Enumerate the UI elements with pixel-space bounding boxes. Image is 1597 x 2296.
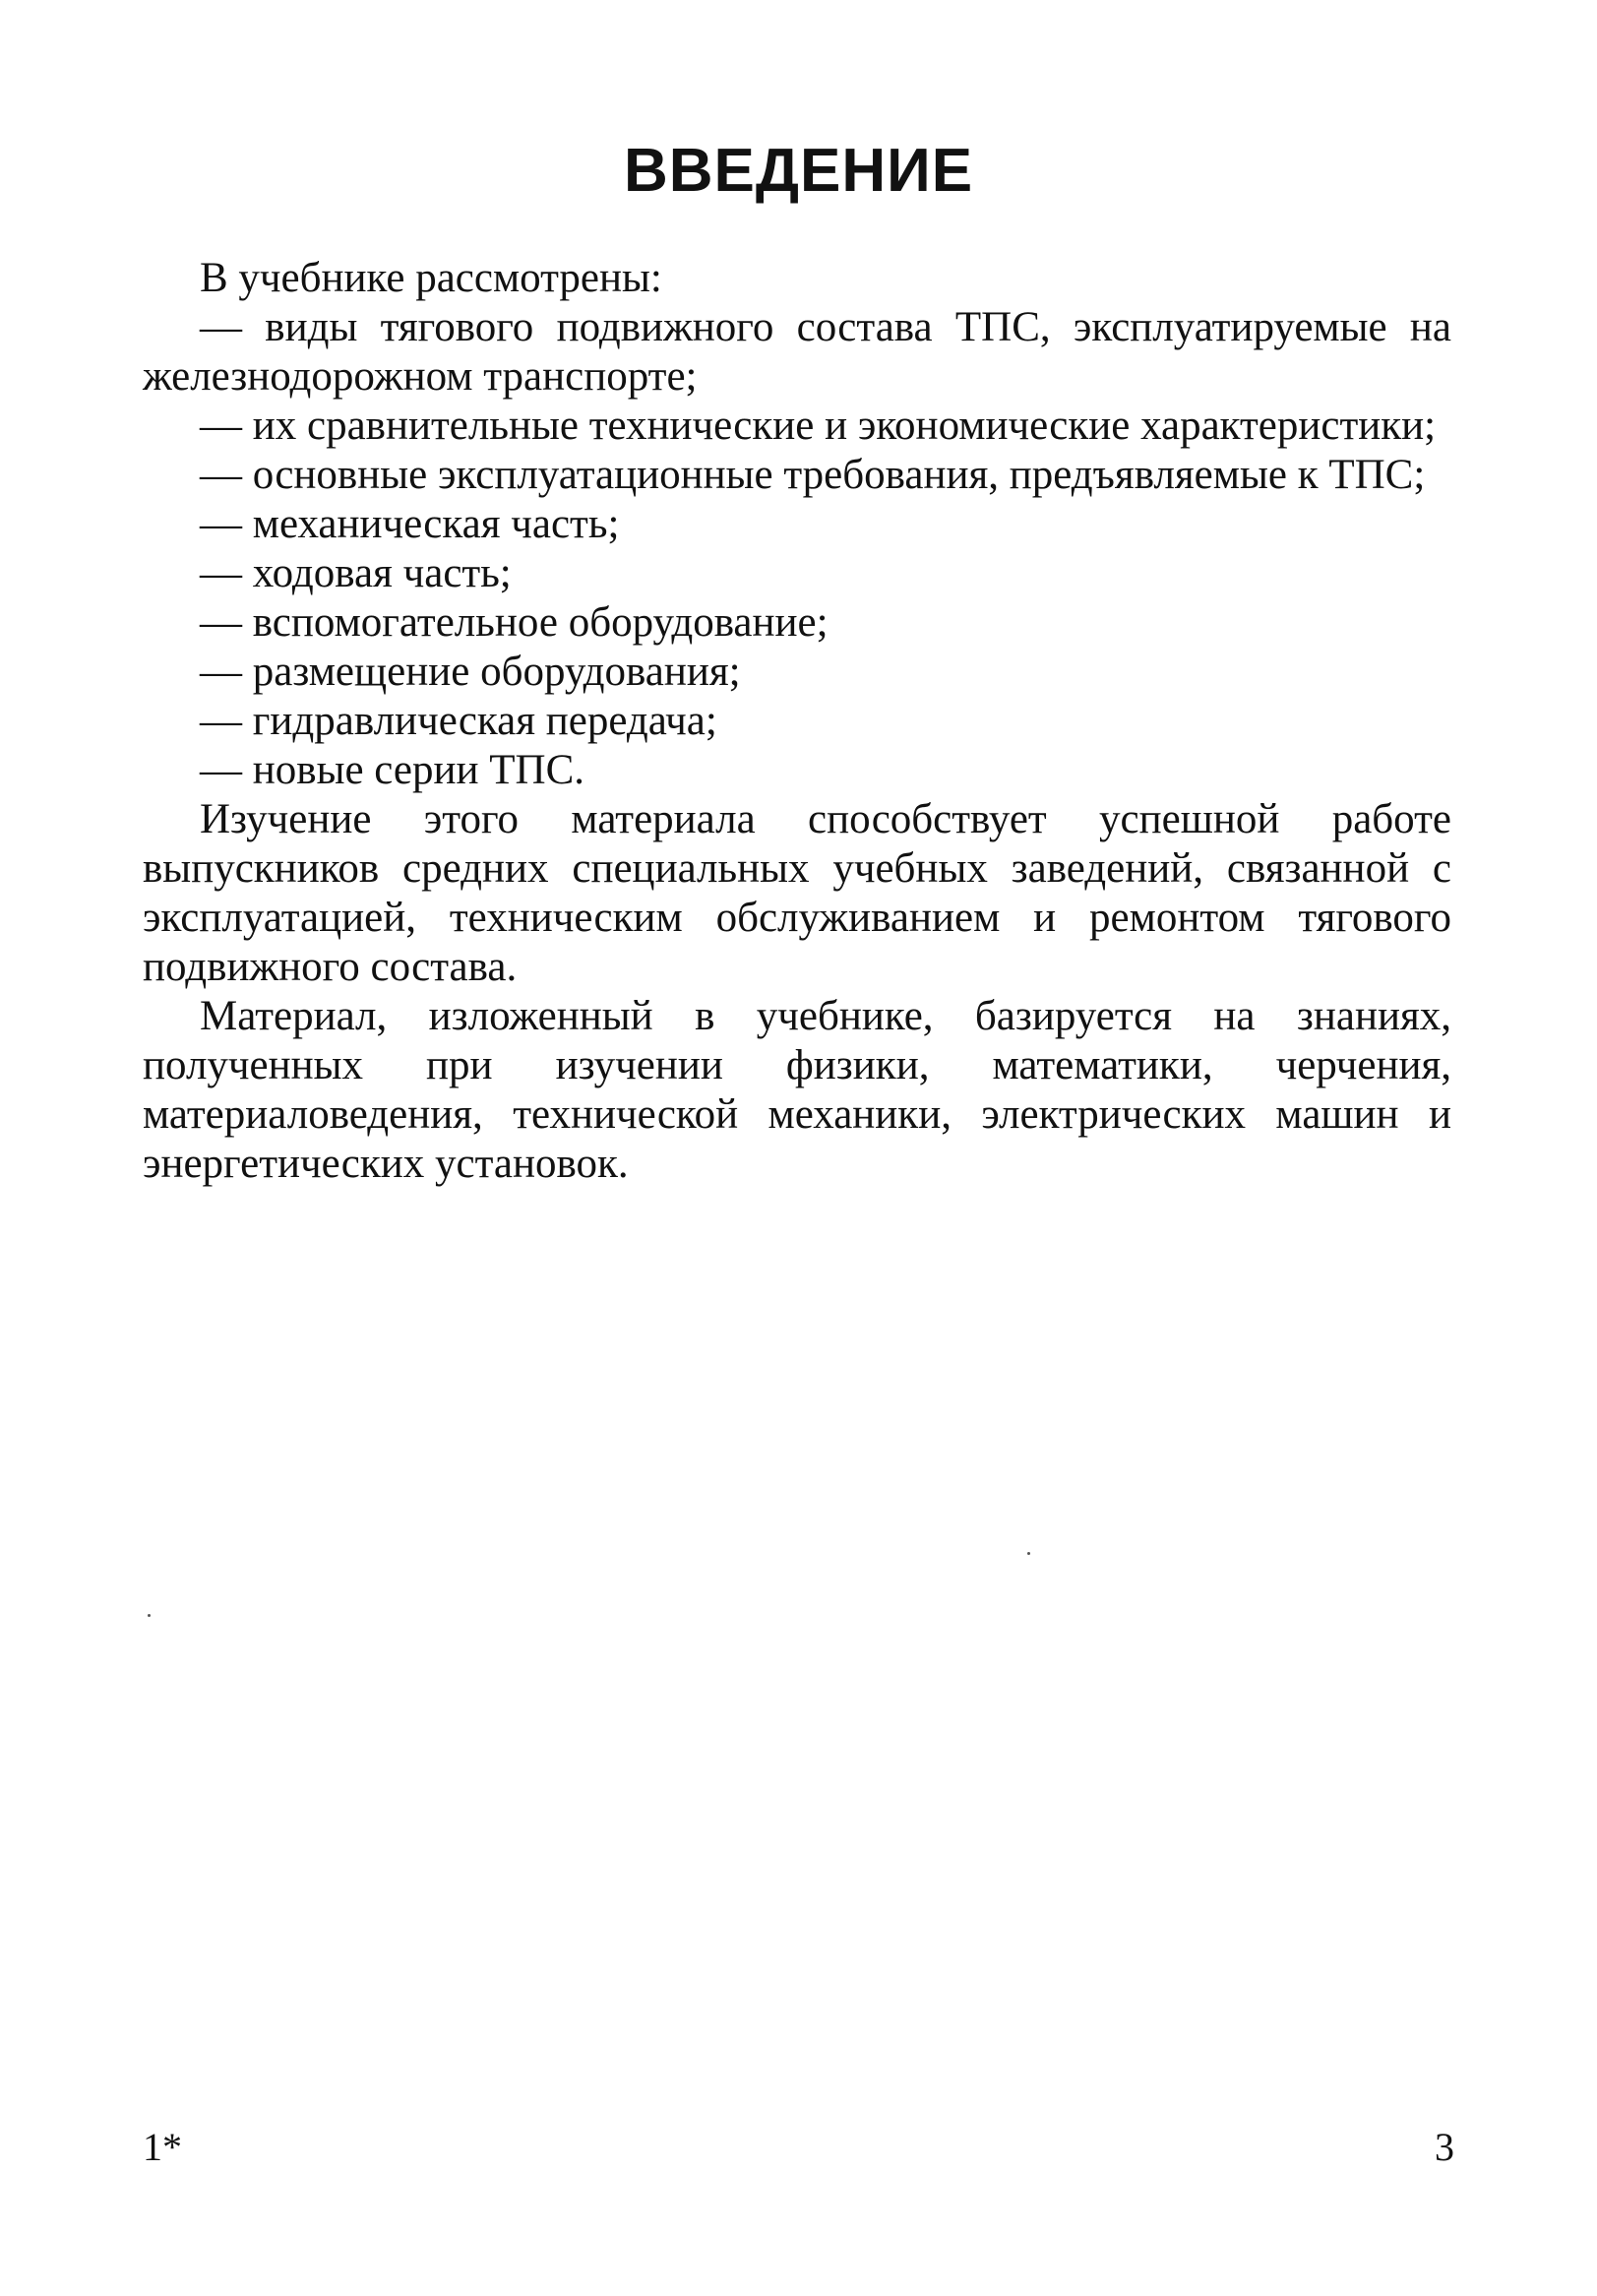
page-title: ВВЕДЕНИЕ xyxy=(623,137,974,205)
signature-mark: 1* xyxy=(143,2125,182,2169)
scan-speck xyxy=(1027,1552,1030,1555)
paragraph-study: Изучение этого материала способствует успешной работе выпускников средних специальных учебных заведений, связанной с эксплуатацией, техническим обслуживанием и ремонтом тягового подвижного состава. xyxy=(143,796,1451,990)
paragraph-material: Материал, изложенный в учебнике, базируется на знаниях, полученных при изучении физики, математики, черчения, материаловедения, технической механики, электрических машин и энергетических установок. xyxy=(143,993,1451,1187)
list-item: — вспомогательное оборудование; xyxy=(143,598,1451,648)
intro-paragraph: В учебнике рассмотрены: xyxy=(200,255,662,301)
list-item: — механическая часть; xyxy=(143,500,1451,549)
list-item: — гидравлическая передача; xyxy=(143,697,1451,746)
topic-list xyxy=(143,303,1451,795)
list-item: — новые серии ТПС. xyxy=(143,746,1451,795)
list-item: — размещение оборудования; xyxy=(143,648,1451,697)
scan-speck xyxy=(148,1614,151,1617)
list-item: — основные эксплуатационные требования, предъявляемые к ТПС; xyxy=(143,451,1451,500)
list-item: — ходовая часть; xyxy=(143,549,1451,598)
list-item: — их сравнительные технические и экономические характеристики; xyxy=(143,402,1451,451)
body-text xyxy=(143,254,1451,1189)
page-number: 3 xyxy=(1435,2125,1454,2169)
list-item: — виды тягового подвижного состава ТПС, эксплуатируемые на железнодорожном транспорте; xyxy=(143,303,1451,402)
